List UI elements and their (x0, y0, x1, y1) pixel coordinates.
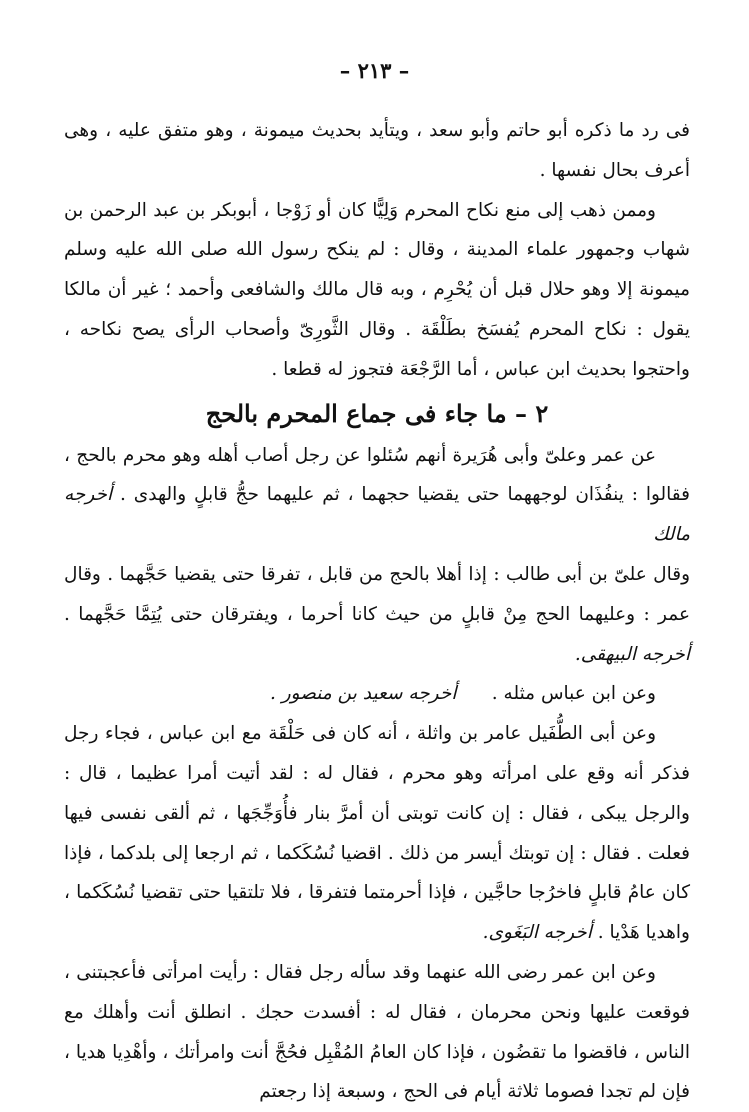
page-number: – ٢١٣ – (339, 58, 410, 83)
hadith-source: أخرجه سعيد بن منصور . (269, 683, 457, 705)
hadith-source: أخرجه البَغَوى. (482, 922, 592, 944)
hadith-source: أخرجه البيهقى. (574, 643, 690, 665)
paragraph-ibn-abbas (64, 674, 690, 714)
paragraph-abu-tufail (64, 714, 690, 953)
paragraph-continuation: فى رد ما ذكره أبو حاتم وأبو سعد ، ويتأيد بحديث ميمونة ، وهو متفق عليه ، وهى أعرف بحال نفسها . (64, 120, 690, 181)
hadith-text: عن عمر وعلىّ وأبى هُرَيرة أنهم سُئلوا عن رجل أصاب أهله وهو محرم بالحج ، فقالوا : ينفُذَان لوجههما حتى يقضيا حجهما ، ثم عليهما حجُّ قابلٍ والهدى . (64, 444, 690, 506)
page-body (64, 111, 690, 1112)
hadith-text: وعن أبى الطُّفَيل عامر بن واثلة ، أنه كان فى حَلْقَة مع ابن عباس ، فجاء رجل فذكر أنه وقع على امرأته وهو محرم ، فقال له : لقد أتيت أمرا عظيما ، قال : والرجل يبكى ، فقال : إن كانت توبتى أن أمرَّ بنار فأُوَجِّجَها ، ثم ألقى نفسى فيها فعلت . فقال : إن توبتك أيسر من ذلك . اقضيا نُسُكَكما ، ثم ارجعا إلى بلدكما ، فإذا كان عامُ قابلٍ فاخرُجا حاجَّين ، فإذا أحرمتما فتفرقا ، فلا تلتقيا حتى تقضيا نُسُكَكما ، واهديا هَدْيا . (64, 723, 690, 944)
hadith-text: وقال علىّ بن أبى طالب : إذا أهلا بالحج من قابل ، تفرقا حتى يقضيا حَجَّهما . وقال عمر : وعليهما الحج مِنْ قابلٍ من حيث كانا أحرما ، ويفترقان حتى يُتِمَّا حَجَّهما . (64, 563, 690, 625)
paragraph-ibn-omar: وعن ابن عمر رضى الله عنهما وقد سأله رجل فقال : رأيت امرأتى فأعجبتنى ، فوقعت عليها ونحن محرمان ، فقال له : أفسدت حجك . انطلق أنت وأهلك مع الناس ، فاقضوا ما تقضُون ، فإذا كان العامُ المُقْبِل فحُجَّ أنت وامرأتك ، وأهْدِيا هديا ، فإن لم تجدا فصوما ثلاثة أيام فى الحج ، وسبعة إذا رجعتم (64, 961, 690, 1103)
hadith-source: أخرجه مالك (64, 484, 690, 546)
hadith-text: وعن ابن عباس مثله . (491, 683, 656, 705)
paragraph-omar-ali-abuhuraira (64, 436, 690, 555)
paragraph-ali-omar (64, 555, 690, 674)
paragraph-marriage-of-muhrim: وممن ذهب إلى منع نكاح المحرم وَلِيًّا كان أو زَوْجا ، أبوبكر بن عبد الرحمن بن شهاب وجمهور علماء المدينة ، وقال : لم ينكح رسول الله صلى الله عليه وسلم ميمونة إلا وهو حلال قبل أن يُحْرِم ، وبه قال مالك والشافعى وأحمد ؛ غير أن مالكا يقول : نكاح المحرم يُفسَخ بطَلْقَة . وقال الثَّورِىّ وأصحاب الرأى يصح نكاحه ، واحتجوا بحديث ابن عباس ، أما الرَّجْعَة فتجوز له قطعا . (64, 199, 690, 380)
section-heading: ٢ – ما جاء فى جماع المحرم بالحج (205, 398, 549, 428)
